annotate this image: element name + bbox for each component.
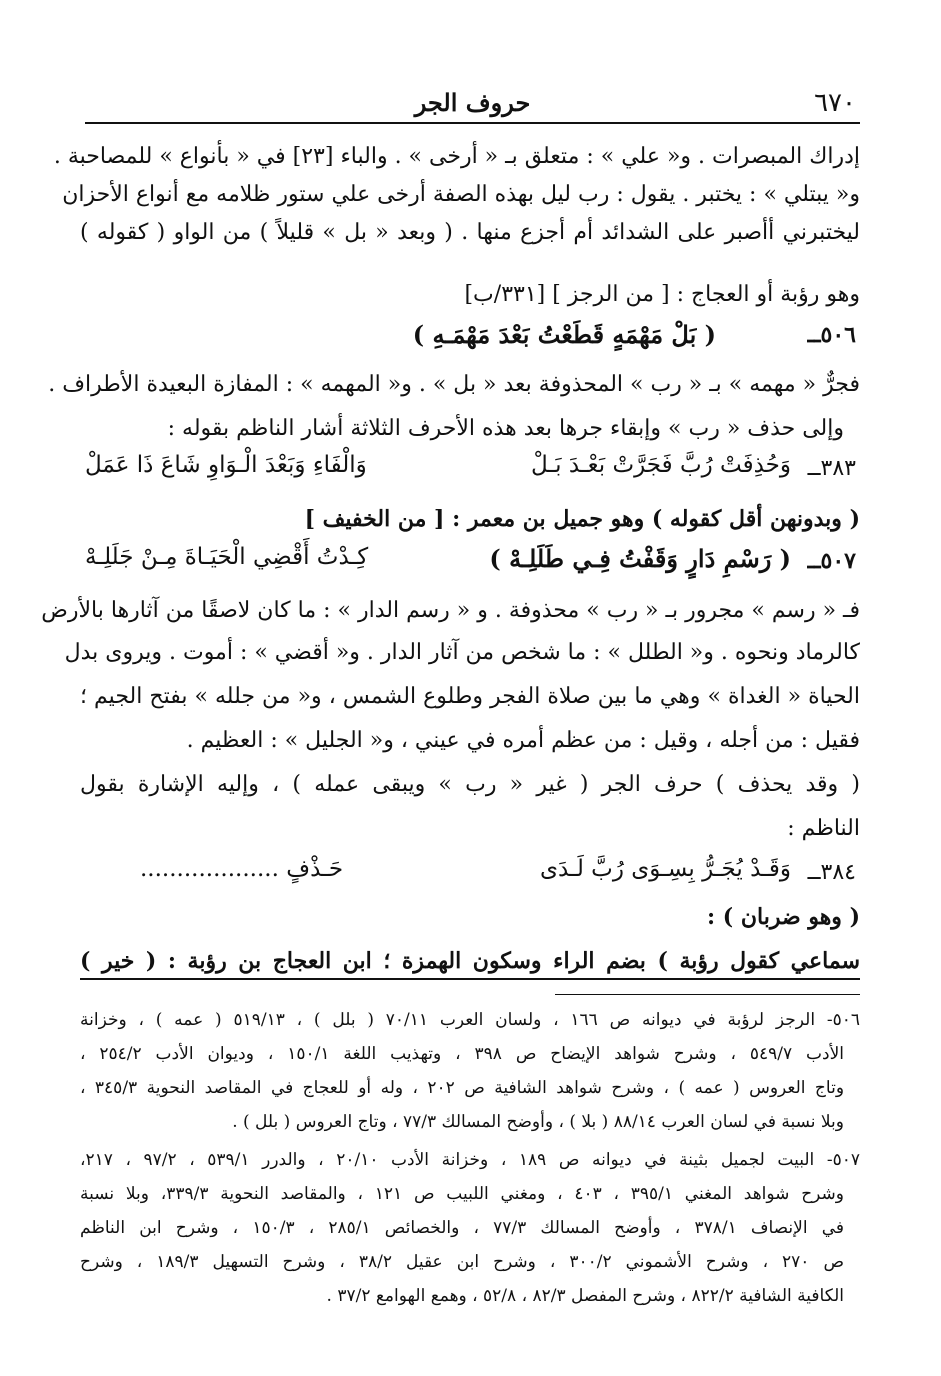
verse-506: ( بَلْ مَهْمَهٍ قَطَعْتُ بَعْدَ مَهْمَـهِ ) — [412, 320, 716, 349]
footnote-line: وشرح شواهد المغني ٣٩٥/١ ، ٤٠٣ ، ومغني اللبيب ص ١٢١ ، والمقاصد النحوية ٣٣٩/٣، وبلا نسبة — [80, 1184, 844, 1204]
body-line: إدراك المبصرات . و« علي » : متعلق بـ « أرخى » . والباء [٢٣] في « بأنواع » للمصاحبة . — [53, 144, 860, 169]
footnote-line: في الإنصاف ٣٧٨/١ ، وأوضح المسالك ٧٧/٣ ، والخصائص ٢٨٥/١ ، ١٥٠/٣ ، وشرح ابن الناظم — [80, 1218, 844, 1238]
body-line: ( وقد يحذف ) حرف الجر ( غير « رب » ويبقى عمله ) ، وإليه الإشارة بقول — [80, 772, 860, 797]
verse-number: ٣٨٤ــ — [807, 860, 856, 885]
verse-number: ٥٠٦ــ — [807, 322, 856, 348]
verse-383-second-hemistich: وَالْفَاءِ وَبَعْدَ الْـوَاوِ شَاعَ ذَا عَمَلْ — [85, 452, 367, 478]
body-line: فجرٌّ « مهمه » بـ « رب » المحذوفة بعد « بل » . و« المهمه » : المفازة البعيدة الأطراف . — [48, 372, 860, 397]
body-line: فقيل : من أجله ، وقيل : من عظم أمره في عيني ، و« الجليل » : العظيم . — [186, 728, 860, 753]
body-line: وإلى حذف « رب » وإبقاء جرها بعد هذه الأحرف الثلاثة أشار الناظم بقوله : — [167, 416, 844, 441]
footnote-line: ص ٢٧٠ ، وشرح الأشموني ٣٠٠/٢ ، وشرح ابن عقيل ٣٨/٢ ، وشرح التسهيل ١٨٩/٣ ، وشرح — [80, 1252, 844, 1272]
body-line: و« يبتلي » : يختبر . يقول : رب ليل بهذه الصفة أرخى علي ستور ظلامه مع أنواع الأحزان — [62, 182, 860, 207]
verse-507-first-hemistich: ( رَسْمِ دَارٍ وَقَفْتُ فِـي طَلَلِـهْ ) — [489, 544, 791, 573]
verse-number: ٥٠٧ــ — [807, 548, 856, 574]
body-line: الناظم : — [787, 816, 860, 841]
verse-507-second-hemistich: كِـدْتُ أَقْضِي الْحَيَـاةَ مِـنْ جَلَلِـهْ — [85, 544, 369, 570]
body-line: وهو رؤبة أو العجاج : [ من الرجز ] [٣٣١/ب] — [464, 282, 860, 307]
body-line: ( وهو ضربان ) : — [707, 904, 860, 930]
page-header — [85, 88, 860, 124]
footnote-line: وتاج العروس ( عمه ) ، وشرح شواهد الشافية ص ٢٠٢ ، وله أو للعجاج في المقاصد النحوية ٣٤٥/٣ ، — [80, 1078, 845, 1098]
body-line: فـ « رسم » مجرور بـ « رب » محذوفة . و « رسم الدار » : ما كان لاصقًا من آثارها بالأرض — [41, 598, 860, 623]
page-number: ٦٧٠ — [814, 88, 856, 118]
body-line: سماعي كقول رؤبة ) بضم الراء وسكون الهمزة ؛ ابن العجاج بن رؤبة : ( خير ) — [80, 944, 860, 980]
verse-number: ٣٨٣ــ — [807, 456, 856, 481]
footnote-line: الأدب ٥٤٩/٧ ، وشرح شواهد الإيضاح ص ٣٩٨ ، وتهذيب اللغة ١٥٠/١ ، وديوان الأدب ٢٥٤/٢ ، — [80, 1044, 844, 1064]
footnote-line: ٥٠٧- البيت لجميل بثينة في ديوانه ص ١٨٩ ، وخزانة الأدب ٢٠/١٠ ، والدرر ٥٣٩/١ ، ٩٧/٢ ، ٢١٧، — [80, 1150, 861, 1170]
running-title: حروف الجر — [414, 88, 531, 117]
verse-384-first-hemistich: وَقَـدْ يُجَـرُّ بِسِـوَى رُبَّ لَـدَى — [540, 856, 791, 882]
body-line: الحياة « الغداة » وهي ما بين صلاة الفجر وطلوع الشمس ، و« من جلله » بفتح الجيم ؛ — [80, 684, 860, 709]
footnote-separator — [555, 994, 860, 995]
verse-383-first-hemistich: وَحُذِفَتْ رُبَّ فَجَرَّتْ بَعْـدَ بَـلْ — [530, 452, 791, 478]
footnote-line: وبلا نسبة في لسان العرب ٨٨/١٤ ( بلا ) ، وأوضح المسالك ٧٧/٣ ، وتاج العروس ( بلل ) . — [232, 1112, 844, 1132]
verse-384-second-hemistich: حَـذْفٍ ................... — [140, 856, 344, 882]
body-line: ( وبدونهن أقل كقوله ) وهو جميل بن معمر : [ من الخفيف ] — [304, 506, 860, 532]
footnote-line: ٥٠٦- الرجز لرؤبة في ديوانه ص ١٦٦ ، ولسان العرب ٧٠/١١ ( بلل ) ، ٥١٩/١٣ ( عمه ) ، وخزانة — [80, 1010, 860, 1030]
footnote-line: الكافية الشافية ٨٢٢/٢ ، وشرح المفصل ٨٢/٣ ، ٥٢/٨ ، وهمع الهوامع ٣٧/٢ . — [326, 1286, 844, 1306]
body-line: ليختبرني أأصبر على الشدائد أم أجزع منها . ( وبعد « بل » قليلاً ) من الواو ( كقوله ) — [80, 220, 860, 245]
body-line: كالرماد ونحوه . و« الطلل » : ما شخص من آثار الدار . و« أقضي » : أموت . ويروى بدل — [64, 640, 860, 665]
